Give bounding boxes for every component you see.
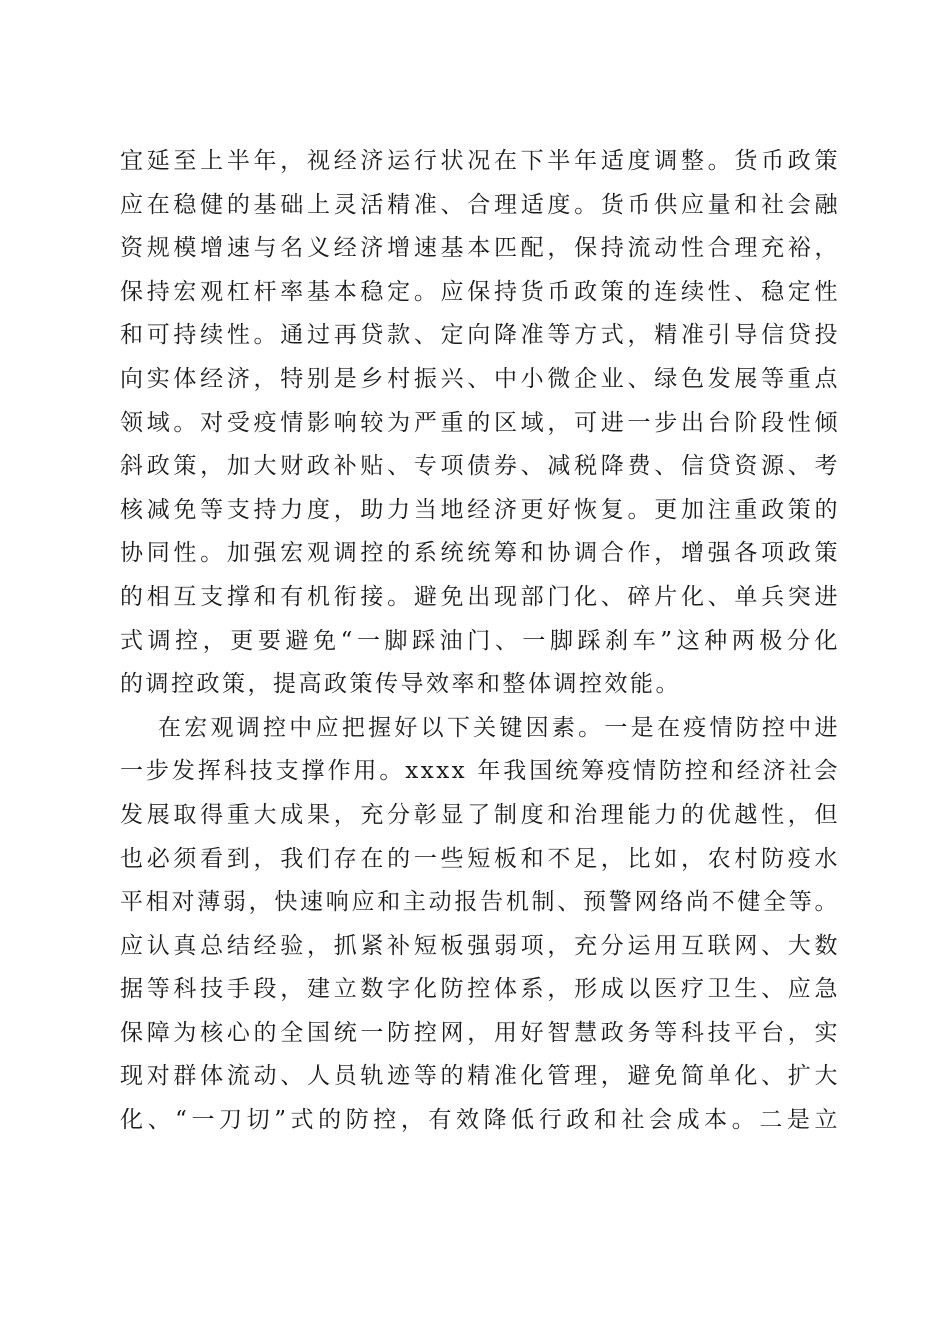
text-line: 资规模增速与名义经济增速基本匹配，保持流动性合理充裕， [120, 235, 840, 262]
paragraph-start-line: 在宏观调控中应把握好以下关键因素。一是在疫情防控中进 [158, 714, 840, 741]
document-body [120, 140, 840, 1143]
text-line: 和可持续性。通过再贷款、定向降准等方式，精准引导信贷投 [120, 322, 840, 349]
text-line: 也必须看到，我们存在的一些短板和不足，比如，农村防疫水 [120, 845, 840, 872]
text-line: 平相对薄弱，快速响应和主动报告机制、预警网络尚不健全等。 [120, 889, 840, 916]
text-line: 宜延至上半年，视经济运行状况在下半年适度调整。货币政策 [120, 148, 840, 174]
text-line: 斜政策，加大财政补贴、专项债券、减税降费、信贷资源、考 [120, 453, 840, 480]
text-line: 领域。对受疫情影响较为严重的区域，可进一步出台阶段性倾 [120, 409, 840, 436]
text-line: 协同性。加强宏观调控的系统统筹和协调合作，增强各项政策 [120, 540, 840, 567]
paragraph-end-line: 的调控政策，提高政策传导效率和整体调控效能。 [120, 671, 681, 698]
text-line: 的相互支撑和有机衔接。避免出现部门化、碎片化、单兵突进 [120, 583, 840, 610]
text-line: 保障为核心的全国统一防控网，用好智慧政务等科技平台，实 [120, 1019, 840, 1046]
text-line: 式调控，更要避免“一脚踩油门、一脚踩刹车”这种两极分化 [120, 627, 840, 654]
text-line: 应认真总结经验，抓紧补短板强弱项，充分运用互联网、大数 [120, 932, 840, 959]
text-line: 向实体经济，特别是乡村振兴、中小微企业、绿色发展等重点 [120, 365, 840, 392]
text-line: 据等科技手段，建立数字化防控体系，形成以医疗卫生、应急 [120, 976, 840, 1003]
text-line: 发展取得重大成果，充分彰显了制度和治理能力的优越性，但 [120, 801, 840, 828]
text-line: 一步发挥科技支撑作用。xxxx 年我国统筹疫情防控和经济社会 [120, 758, 840, 785]
text-line: 核减免等支持力度，助力当地经济更好恢复。更加注重政策的 [120, 496, 840, 523]
text-line: 现对群体流动、人员轨迹等的精准化管理，避免简单化、扩大 [120, 1063, 840, 1090]
text-line: 保持宏观杠杆率基本稳定。应保持货币政策的连续性、稳定性 [120, 278, 840, 305]
text-line: 应在稳健的基础上灵活精准、合理适度。货币供应量和社会融 [120, 191, 840, 218]
text-line: 化、“一刀切”式的防控，有效降低行政和社会成本。二是立 [120, 1107, 840, 1134]
